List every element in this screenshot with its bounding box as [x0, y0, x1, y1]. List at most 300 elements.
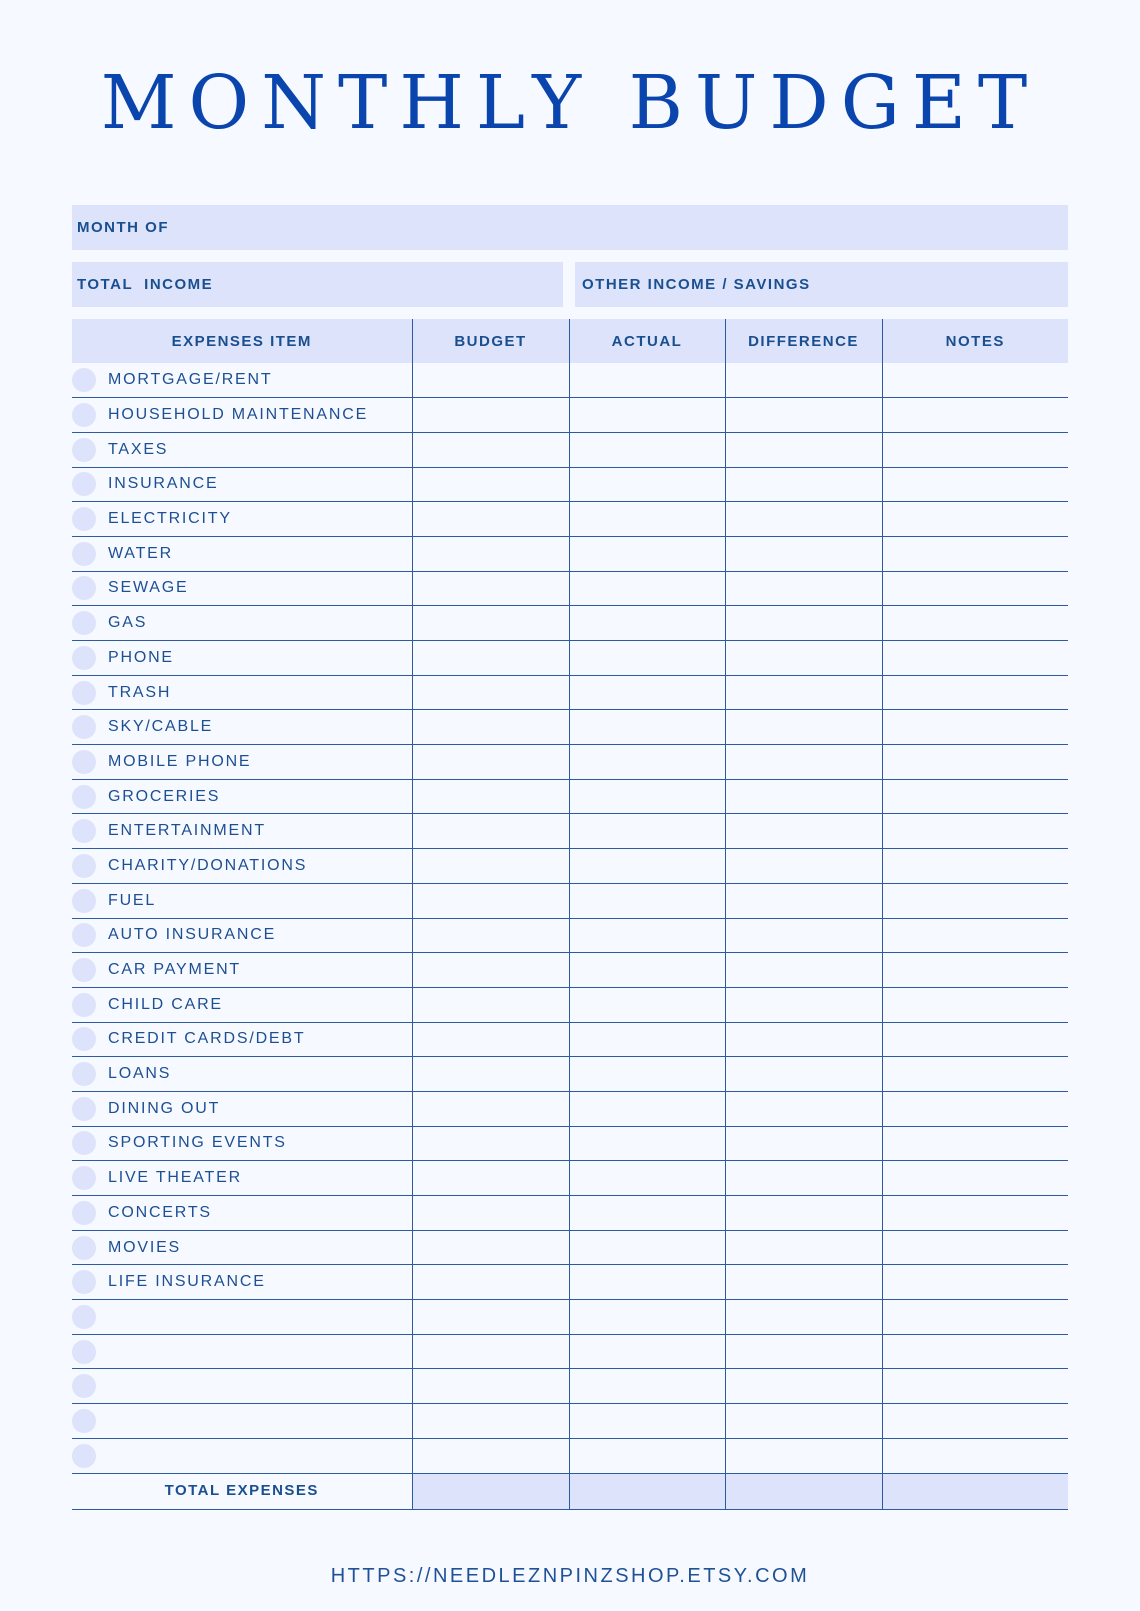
expense-item-cell: [72, 1300, 412, 1335]
actual-cell[interactable]: [569, 432, 725, 467]
expense-item: [72, 676, 412, 710]
budget-cell[interactable]: [412, 467, 569, 502]
expense-item-label: GROCERIES: [108, 787, 221, 805]
actual-cell[interactable]: [569, 1404, 725, 1439]
expense-item-cell: [72, 918, 412, 953]
actual-cell[interactable]: [569, 779, 725, 814]
table-row: [72, 1091, 1068, 1126]
actual-cell[interactable]: [569, 1196, 725, 1231]
actual-cell[interactable]: [569, 502, 725, 537]
notes-cell[interactable]: [882, 918, 1068, 953]
difference-cell[interactable]: [725, 849, 882, 884]
actual-cell[interactable]: [569, 745, 725, 780]
header-difference: DIFFERENCE: [725, 319, 882, 363]
expense-item: [72, 433, 412, 467]
expense-item: [72, 1196, 412, 1230]
expense-item: [72, 468, 412, 502]
month-of-label: MONTH OF: [77, 219, 169, 236]
actual-cell[interactable]: [569, 1334, 725, 1369]
budget-cell[interactable]: [412, 1022, 569, 1057]
expense-item-label: MORTGAGE/RENT: [108, 371, 273, 389]
budget-cell[interactable]: [412, 1091, 569, 1126]
expense-item-label: WATER: [108, 544, 173, 562]
actual-cell[interactable]: [569, 987, 725, 1022]
other-income-field[interactable]: [575, 262, 1068, 307]
actual-cell[interactable]: [569, 849, 725, 884]
difference-cell[interactable]: [725, 1265, 882, 1300]
header-actual: ACTUAL: [569, 319, 725, 363]
expense-item: [72, 606, 412, 640]
actual-cell[interactable]: [569, 1300, 725, 1335]
notes-cell[interactable]: [882, 1334, 1068, 1369]
notes-cell[interactable]: [882, 1196, 1068, 1231]
difference-cell[interactable]: [725, 502, 882, 537]
table-row: [72, 432, 1068, 467]
actual-cell[interactable]: [569, 710, 725, 745]
expense-item-label: SPORTING EVENTS: [108, 1134, 287, 1152]
checkbox-circle[interactable]: [72, 1305, 96, 1329]
actual-cell[interactable]: [569, 467, 725, 502]
budget-cell[interactable]: [412, 363, 569, 398]
expense-item-label: LIFE INSURANCE: [108, 1273, 266, 1291]
expense-item-label: LIVE THEATER: [108, 1169, 242, 1187]
budget-cell[interactable]: [412, 849, 569, 884]
actual-cell[interactable]: [569, 918, 725, 953]
difference-cell[interactable]: [725, 1022, 882, 1057]
difference-cell[interactable]: [725, 987, 882, 1022]
checkbox-circle[interactable]: [72, 368, 96, 392]
budget-cell[interactable]: [412, 1196, 569, 1231]
notes-cell[interactable]: [882, 606, 1068, 641]
expense-item-label: AUTO INSURANCE: [108, 926, 277, 944]
expense-item: [72, 710, 412, 744]
checkbox-circle[interactable]: [72, 1131, 96, 1155]
expense-item: [72, 953, 412, 987]
difference-cell[interactable]: [725, 1334, 882, 1369]
actual-cell[interactable]: [569, 1230, 725, 1265]
checkbox-circle[interactable]: [72, 403, 96, 427]
expense-item-cell: [72, 1265, 412, 1300]
budget-cell[interactable]: [412, 1230, 569, 1265]
difference-cell[interactable]: [725, 1057, 882, 1092]
total-difference-cell[interactable]: [725, 1473, 882, 1509]
expense-item-label: LOANS: [108, 1065, 172, 1083]
budget-cell[interactable]: [412, 606, 569, 641]
checkbox-circle[interactable]: [72, 472, 96, 496]
budget-cell[interactable]: [412, 641, 569, 676]
budget-cell[interactable]: [412, 883, 569, 918]
notes-cell[interactable]: [882, 432, 1068, 467]
table-row: [72, 1161, 1068, 1196]
table-row: [72, 536, 1068, 571]
checkbox-circle[interactable]: [72, 1270, 96, 1294]
checkbox-circle[interactable]: [72, 611, 96, 635]
difference-cell[interactable]: [725, 918, 882, 953]
table-row: [72, 1230, 1068, 1265]
expense-item-cell: [72, 1230, 412, 1265]
expense-item: [72, 1265, 412, 1299]
expense-item-cell: [72, 745, 412, 780]
notes-cell[interactable]: [882, 883, 1068, 918]
expense-item-cell: [72, 1091, 412, 1126]
checkbox-circle[interactable]: [72, 542, 96, 566]
expense-item: [72, 1369, 412, 1403]
expense-item: [72, 1404, 412, 1438]
notes-cell[interactable]: [882, 1161, 1068, 1196]
table-row: [72, 745, 1068, 780]
table-row: [72, 1300, 1068, 1335]
header-notes: NOTES: [882, 319, 1068, 363]
difference-cell[interactable]: [725, 779, 882, 814]
difference-cell[interactable]: [725, 1438, 882, 1473]
checkbox-circle[interactable]: [72, 993, 96, 1017]
actual-cell[interactable]: [569, 1369, 725, 1404]
difference-cell[interactable]: [725, 1161, 882, 1196]
expense-item-label: MOBILE PHONE: [108, 752, 252, 770]
budget-cell[interactable]: [412, 398, 569, 433]
expense-item-cell: [72, 1438, 412, 1473]
table-row: [72, 987, 1068, 1022]
page-title: MONTHLY BUDGET: [100, 60, 1040, 146]
actual-cell[interactable]: [569, 675, 725, 710]
expense-item-cell: [72, 363, 412, 398]
difference-cell[interactable]: [725, 398, 882, 433]
expense-item: [72, 1057, 412, 1091]
actual-cell[interactable]: [569, 571, 725, 606]
checkbox-circle[interactable]: [72, 785, 96, 809]
difference-cell[interactable]: [725, 536, 882, 571]
total-expenses-label: TOTAL EXPENSES: [164, 1482, 319, 1499]
actual-cell[interactable]: [569, 606, 725, 641]
expense-item-label: ELECTRICITY: [108, 510, 232, 528]
difference-cell[interactable]: [725, 1126, 882, 1161]
budget-cell[interactable]: [412, 432, 569, 467]
notes-cell[interactable]: [882, 675, 1068, 710]
expense-item-cell: [72, 467, 412, 502]
expense-item: [72, 1161, 412, 1195]
budget-cell[interactable]: [412, 1057, 569, 1092]
difference-cell[interactable]: [725, 1230, 882, 1265]
difference-cell[interactable]: [725, 1404, 882, 1439]
expense-item: [72, 572, 412, 606]
table-row: [72, 883, 1068, 918]
notes-cell[interactable]: [882, 987, 1068, 1022]
total-income-field[interactable]: [72, 262, 563, 307]
expense-item-label: SEWAGE: [108, 579, 189, 597]
notes-cell[interactable]: [882, 1369, 1068, 1404]
notes-cell[interactable]: [882, 1265, 1068, 1300]
table-row: [72, 953, 1068, 988]
budget-cell[interactable]: [412, 1265, 569, 1300]
expense-item: [72, 1127, 412, 1161]
budget-cell[interactable]: [412, 953, 569, 988]
actual-cell[interactable]: [569, 814, 725, 849]
expense-item-cell: [72, 814, 412, 849]
checkbox-circle[interactable]: [72, 750, 96, 774]
budget-cell[interactable]: [412, 1438, 569, 1473]
checkbox-circle[interactable]: [72, 889, 96, 913]
expense-item-label: GAS: [108, 614, 148, 632]
expense-item-label: CHILD CARE: [108, 995, 223, 1013]
table-row: [72, 1265, 1068, 1300]
checkbox-circle[interactable]: [72, 438, 96, 462]
expense-item-cell: [72, 849, 412, 884]
difference-cell[interactable]: [725, 606, 882, 641]
actual-cell[interactable]: [569, 641, 725, 676]
expense-item-cell: [72, 536, 412, 571]
expense-item-label: DINING OUT: [108, 1099, 221, 1117]
difference-cell[interactable]: [725, 883, 882, 918]
expense-item-cell: [72, 398, 412, 433]
budget-cell[interactable]: [412, 675, 569, 710]
difference-cell[interactable]: [725, 363, 882, 398]
difference-cell[interactable]: [725, 641, 882, 676]
actual-cell[interactable]: [569, 398, 725, 433]
expense-item-cell: [72, 641, 412, 676]
expense-item: [72, 1300, 412, 1334]
month-of-field[interactable]: [72, 205, 1068, 250]
actual-cell[interactable]: [569, 1126, 725, 1161]
actual-cell[interactable]: [569, 1438, 725, 1473]
notes-cell[interactable]: [882, 953, 1068, 988]
expense-item-cell: [72, 1161, 412, 1196]
difference-cell[interactable]: [725, 675, 882, 710]
expense-item: [72, 1092, 412, 1126]
expense-item-cell: [72, 1196, 412, 1231]
table-row: [72, 1196, 1068, 1231]
shop-url: HTTPS://NEEDLEZNPINZSHOP.ETSY.COM: [330, 1565, 810, 1587]
table-row: [72, 398, 1068, 433]
expense-item-cell: [72, 987, 412, 1022]
expense-item-cell: [72, 1404, 412, 1439]
expense-item-cell: [72, 675, 412, 710]
difference-cell[interactable]: [725, 814, 882, 849]
budget-cell[interactable]: [412, 1334, 569, 1369]
table-row: [72, 675, 1068, 710]
expense-item-label: CAR PAYMENT: [108, 961, 241, 979]
expense-item: [72, 641, 412, 675]
expense-item-label: CHARITY/DONATIONS: [108, 856, 308, 874]
notes-cell[interactable]: [882, 363, 1068, 398]
actual-cell[interactable]: [569, 536, 725, 571]
expense-item-label: HOUSEHOLD MAINTENANCE: [108, 406, 369, 424]
table-row: [72, 467, 1068, 502]
expense-item: [72, 780, 412, 814]
notes-cell[interactable]: [882, 467, 1068, 502]
actual-cell[interactable]: [569, 1161, 725, 1196]
budget-cell[interactable]: [412, 745, 569, 780]
budget-cell[interactable]: [412, 918, 569, 953]
notes-cell[interactable]: [882, 1230, 1068, 1265]
table-row: [72, 1334, 1068, 1369]
difference-cell[interactable]: [725, 1300, 882, 1335]
difference-cell[interactable]: [725, 467, 882, 502]
notes-cell[interactable]: [882, 1091, 1068, 1126]
total-income-label: TOTAL INCOME: [77, 276, 214, 293]
expense-item-cell: [72, 432, 412, 467]
expense-item: [72, 1023, 412, 1057]
notes-cell[interactable]: [882, 1404, 1068, 1439]
table-row: [72, 1126, 1068, 1161]
table-row: [72, 363, 1068, 398]
expense-item-label: FUEL: [108, 891, 157, 909]
checkbox-circle[interactable]: [72, 1444, 96, 1468]
expense-item-cell: [72, 571, 412, 606]
notes-cell[interactable]: [882, 398, 1068, 433]
table-row: [72, 1369, 1068, 1404]
notes-cell[interactable]: [882, 1300, 1068, 1335]
table-row: [72, 918, 1068, 953]
actual-cell[interactable]: [569, 883, 725, 918]
budget-cell[interactable]: [412, 536, 569, 571]
notes-cell[interactable]: [882, 1022, 1068, 1057]
difference-cell[interactable]: [725, 710, 882, 745]
checkbox-circle[interactable]: [72, 1236, 96, 1260]
notes-cell[interactable]: [882, 779, 1068, 814]
expense-item: [72, 363, 412, 397]
expense-item-cell: [72, 710, 412, 745]
table-row: [72, 1404, 1068, 1439]
total-actual-cell[interactable]: [569, 1473, 725, 1509]
budget-cell[interactable]: [412, 779, 569, 814]
notes-cell[interactable]: [882, 710, 1068, 745]
budget-cell[interactable]: [412, 1126, 569, 1161]
expense-item-cell: [72, 1369, 412, 1404]
difference-cell[interactable]: [725, 1091, 882, 1126]
budget-cell[interactable]: [412, 987, 569, 1022]
difference-cell[interactable]: [725, 432, 882, 467]
expense-item-cell: [72, 1057, 412, 1092]
budget-cell[interactable]: [412, 1369, 569, 1404]
expense-item: [72, 988, 412, 1022]
expenses-table: [72, 319, 1068, 1510]
table-row: [72, 710, 1068, 745]
checkbox-circle[interactable]: [72, 923, 96, 947]
expense-item: [72, 814, 412, 848]
notes-cell[interactable]: [882, 1057, 1068, 1092]
table-row: [72, 606, 1068, 641]
other-income-label: OTHER INCOME / SAVINGS: [582, 276, 811, 293]
checkbox-circle[interactable]: [72, 1166, 96, 1190]
expense-item: [72, 1231, 412, 1265]
checkbox-circle[interactable]: [72, 1409, 96, 1433]
expense-item-label: SKY/CABLE: [108, 718, 214, 736]
expense-item-cell: [72, 1334, 412, 1369]
expense-item: [72, 398, 412, 432]
expense-item-label: TAXES: [108, 440, 169, 458]
checkbox-circle[interactable]: [72, 1201, 96, 1225]
actual-cell[interactable]: [569, 1057, 725, 1092]
actual-cell[interactable]: [569, 1265, 725, 1300]
checkbox-circle[interactable]: [72, 576, 96, 600]
expense-item: [72, 745, 412, 779]
expense-item-label: INSURANCE: [108, 475, 219, 493]
table-row: [72, 779, 1068, 814]
actual-cell[interactable]: [569, 363, 725, 398]
budget-cell[interactable]: [412, 502, 569, 537]
difference-cell[interactable]: [725, 571, 882, 606]
total-notes-cell[interactable]: [882, 1473, 1068, 1509]
expense-item-cell: [72, 883, 412, 918]
table-row: [72, 571, 1068, 606]
notes-cell[interactable]: [882, 849, 1068, 884]
checkbox-circle[interactable]: [72, 507, 96, 531]
notes-cell[interactable]: [882, 536, 1068, 571]
table-row: [72, 1022, 1068, 1057]
table-row: [72, 641, 1068, 676]
expense-item-label: PHONE: [108, 648, 174, 666]
budget-cell[interactable]: [412, 571, 569, 606]
expense-item-cell: [72, 1022, 412, 1057]
actual-cell[interactable]: [569, 1091, 725, 1126]
header-expenses-item: EXPENSES ITEM: [72, 319, 412, 363]
checkbox-circle[interactable]: [72, 1027, 96, 1051]
budget-cell[interactable]: [412, 814, 569, 849]
actual-cell[interactable]: [569, 1022, 725, 1057]
checkbox-circle[interactable]: [72, 1062, 96, 1086]
checkbox-circle[interactable]: [72, 1374, 96, 1398]
expense-item: [72, 849, 412, 883]
expense-item-cell: [72, 779, 412, 814]
checkbox-circle[interactable]: [72, 854, 96, 878]
total-budget-cell[interactable]: [412, 1473, 569, 1509]
table-row: [72, 502, 1068, 537]
checkbox-circle[interactable]: [72, 958, 96, 982]
checkbox-circle[interactable]: [72, 1097, 96, 1121]
notes-cell[interactable]: [882, 641, 1068, 676]
budget-cell[interactable]: [412, 1300, 569, 1335]
difference-cell[interactable]: [725, 745, 882, 780]
checkbox-circle[interactable]: [72, 681, 96, 705]
total-expenses-label-cell: [72, 1473, 412, 1509]
expense-item: [72, 537, 412, 571]
table-header-row: [72, 319, 1068, 363]
expense-item-cell: [72, 1126, 412, 1161]
notes-cell[interactable]: [882, 1126, 1068, 1161]
notes-cell[interactable]: [882, 745, 1068, 780]
difference-cell[interactable]: [725, 953, 882, 988]
checkbox-circle[interactable]: [72, 646, 96, 670]
expense-item-cell: [72, 953, 412, 988]
expense-item: [72, 1439, 412, 1473]
expense-item-label: CONCERTS: [108, 1203, 212, 1221]
checkbox-circle[interactable]: [72, 819, 96, 843]
expense-item-cell: [72, 606, 412, 641]
expense-item: [72, 502, 412, 536]
budget-cell[interactable]: [412, 710, 569, 745]
difference-cell[interactable]: [725, 1369, 882, 1404]
expense-item-label: TRASH: [108, 683, 172, 701]
difference-cell[interactable]: [725, 1196, 882, 1231]
notes-cell[interactable]: [882, 814, 1068, 849]
expense-item-label: ENTERTAINMENT: [108, 822, 266, 840]
checkbox-circle[interactable]: [72, 1340, 96, 1364]
table-row: [72, 1057, 1068, 1092]
budget-cell[interactable]: [412, 1404, 569, 1439]
actual-cell[interactable]: [569, 953, 725, 988]
table-row: [72, 1438, 1068, 1473]
header-budget: BUDGET: [412, 319, 569, 363]
notes-cell[interactable]: [882, 1438, 1068, 1473]
table-row: [72, 849, 1068, 884]
notes-cell[interactable]: [882, 502, 1068, 537]
table-row: [72, 814, 1068, 849]
notes-cell[interactable]: [882, 571, 1068, 606]
budget-cell[interactable]: [412, 1161, 569, 1196]
expense-item: [72, 884, 412, 918]
expense-item-label: MOVIES: [108, 1238, 182, 1256]
checkbox-circle[interactable]: [72, 715, 96, 739]
